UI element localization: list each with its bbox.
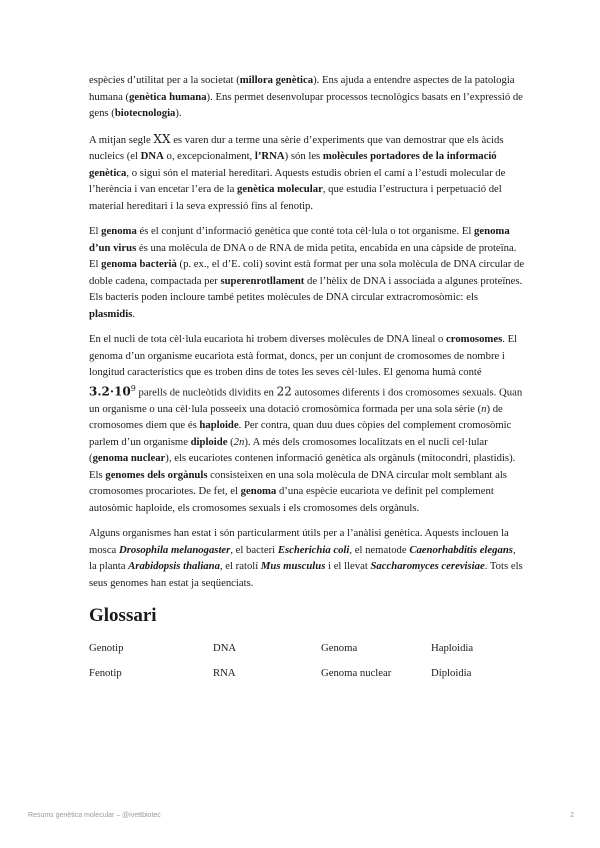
text-run: , que estudia l’estructura i perpetuació del material hereditari i la seva expressió fins al fenotip. [89,183,502,212]
italic-term: 2n [233,435,245,448]
glossary-row [89,635,525,660]
key-term: genètica humana [129,90,207,103]
body-paragraph [89,72,525,122]
document-body [89,72,525,685]
text-run: ( [227,435,234,448]
glossary-term: Fenotip [89,666,122,679]
key-term: genètica molecular [237,183,323,195]
text-run: , el bacteri [230,543,278,556]
text-run: , la planta [89,543,516,573]
text-run: es varen dur a terme una sèrie d’experiments que van demostrar que els àcids nucleics (el [89,133,504,162]
key-term: genomes dels orgànuls [105,468,208,481]
page-footer [28,812,574,819]
math-expression: 3.2·10 [89,384,131,399]
paragraph-list [89,72,525,591]
page-number: 2 [570,812,574,819]
text-run: ). Ens ajuda a entendre aspectes de la patologia humana ( [89,74,515,103]
key-term: genoma [240,485,277,498]
text-run: Alguns organismes han estat i són particularment útils per a l’anàlisi genètica. Aquests inclouen la mosca [89,527,509,556]
key-term: genoma [101,225,137,237]
species-name: Caenorhabditis elegans [409,543,513,556]
text-run: ) són les [284,150,323,162]
text-run: ). Ens permet desenvolupar processos tecnològics basats en l’expressió de gens ( [89,90,523,119]
text-run: consisteixen en una sola molècula de DNA circular molt semblant als cromosomes procariotes. De fet, el [89,468,507,498]
text-run: ). A més dels cromosomes localitzats en el nucli cel·lular ( [89,435,488,465]
glossary-term: Haploidia [431,641,474,654]
exponent: 9 [130,383,136,393]
text-run: i el llevat [325,560,371,573]
key-term: genoma d’un virus [89,225,510,254]
text-run: de l’hèlix de DNA i associada a algunes proteïnes. Els bacteris poden incloure també petites molècules de DNA circular extracromosòmic: els [89,274,523,303]
body-paragraph [89,525,525,591]
text-run: ). [175,107,182,119]
species-name: Drosophila melanogaster [118,543,231,556]
species-name: Escherichia coli [277,543,350,556]
text-run: és el conjunt d’informació genètica que conté tota cèl·lula o tot organisme. El [136,225,475,237]
text-run: (p. ex., el d’E. coli) sovint està format per una sola molècula de DNA circular de doble cadena, compactada per [89,258,525,287]
text-run: o, excepcionalment, [163,150,255,162]
key-term: biotecnologia [114,107,176,119]
key-term: genoma nuclear [92,452,166,465]
italic-term: n [481,402,487,415]
text-run: parells de nucleòtids dividits en [135,386,277,399]
key-term: millora genètica [239,74,314,86]
text-run: . Tots els seus genomes han estat ja seqüenciats. [89,560,523,589]
glossary-row [89,660,525,685]
text-run: En el nucli de tota cèl·lula eucariota hi trobem diverses molècules de DNA lineal o [89,333,447,345]
species-name: Arabidopsis thaliana [128,560,220,573]
key-term: genoma bacterià [101,258,177,270]
text-run: , o sigui són el material hereditari. Aquests estudis obrien el camí a l’estudi molecular de l’herència i van encetar l’era de la [89,166,506,195]
key-term: haploide [199,419,239,432]
text-run: d’una espècie eucariota ve definit pel complement autosòmic haploide, els cromosomes sexuals i els cromosomes dels orgànuls. [89,485,494,514]
key-term: cromosomes [446,333,503,345]
key-term: DNA [140,150,164,162]
body-paragraph [89,223,525,322]
text-run: . Per contra, quan duu dues còpies del complement cromosòmic parlem d’un organisme [89,419,512,448]
glossary-term: DNA [213,641,237,654]
key-term: l’RNA [254,150,285,162]
key-term: plasmidis [89,307,133,320]
text-run: El [89,225,102,237]
glossary-term: Diploidia [431,666,472,679]
text-run: , el nematode [349,543,410,556]
math-expression: 22 [276,384,292,399]
glossary-term: Genoma nuclear [321,666,392,679]
body-paragraph [89,331,525,516]
glossary-table [89,635,525,685]
species-name: Saccharomyces cerevisiae [370,560,485,573]
text-run: ) de cromosomes diem que és [89,402,503,432]
text-run: espècies d’utilitat per a la societat ( [89,74,240,86]
text-run: . El genoma d’un organisme eucariota està format, doncs, per un conjunt de cromosomes de nombre i longitud característics que es troben dins de totes les seves cèl·lules. El genoma humà conté [89,333,518,378]
key-term: diploide [190,435,228,448]
key-term: molècules portadores de la informació genètica [89,150,497,179]
text-run: , el ratolí [219,560,261,573]
text-run: A mitjan segle [89,133,154,146]
text-run: autosomes diferents i dos cromosomes sexuals. Quan un organisme o una cèl·lula posseeix una dotació cromosòmica formada per una sola sèrie ( [89,386,523,415]
footer-credit: Resums genètica molecular – @ivettbiotec [28,812,161,819]
glossary-term: Genotip [89,641,124,654]
text-run: . [132,307,136,320]
glossary-term: RNA [213,666,236,679]
glossary-term: Genoma [321,641,358,654]
math-expression: XX [153,131,171,146]
text-run: és una molècula de DNA o de RNA de mida petita, encabida en una càpside de proteïna. El [89,241,517,270]
glossary-heading: Glossari [89,605,157,627]
species-name: Mus musculus [260,560,326,573]
key-term: superenrotllament [220,274,305,287]
text-run: ), els eucariotes contenen informació genètica als orgànuls (mitocondri, plastidis). Els [89,452,516,481]
body-paragraph [89,131,525,215]
